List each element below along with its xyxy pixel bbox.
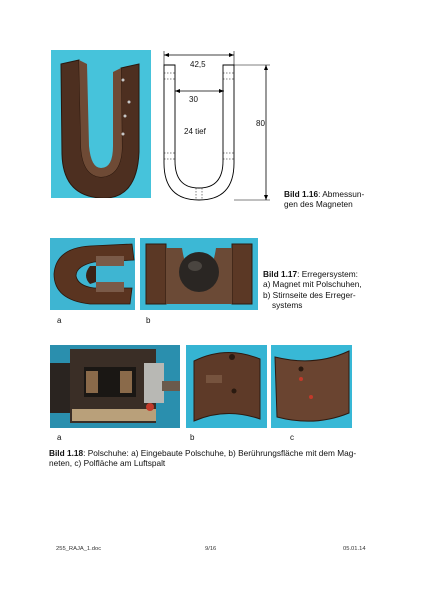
figure-1-17-label-a: a	[57, 316, 62, 325]
caption-line: : Polschuhe: a) Eingebaute Polschuhe, b) Berührungsfläche mit dem Mag-	[83, 448, 357, 458]
dim-inner-label: 30	[189, 95, 198, 104]
footer-date: 05.01.14	[343, 546, 366, 552]
caption-prefix: Bild 1.16	[284, 189, 319, 199]
dim-width-label: 42,5	[190, 60, 206, 69]
figure-1-17-label-b: b	[146, 316, 151, 325]
photo-contact-surface	[186, 345, 267, 428]
caption-line: : Abmessun-	[318, 189, 365, 199]
footer-filename: 255_RAJA_1.doc	[56, 546, 102, 552]
caption-line: a) Magnet mit Polschuhen,	[263, 279, 362, 290]
magnet-photo	[51, 50, 151, 198]
caption-line: gen des Magneten	[284, 199, 353, 210]
caption-line: neten, c) Polfläche am Luftspalt	[49, 458, 166, 469]
figure-1-16-caption	[284, 189, 414, 210]
dim-depth-label: 24 tief	[184, 127, 206, 136]
photo-magnet-with-pole-shoes	[50, 238, 135, 310]
photo-installed-pole-shoes	[50, 345, 180, 428]
footer-page-number: 9/16	[205, 546, 217, 552]
figure-1-18-label-c: c	[290, 433, 294, 442]
figure-1-18-caption	[49, 448, 379, 469]
u-magnet-illustration	[51, 50, 151, 198]
figure-1-18-label-a: a	[57, 433, 62, 442]
figure-1-17-caption	[263, 269, 413, 311]
dim-height-label: 80	[256, 119, 265, 128]
caption-prefix: Bild 1.17	[263, 269, 298, 279]
caption-line: systems	[272, 300, 303, 311]
photo-exciter-front-side	[140, 238, 258, 310]
photo-pole-face	[271, 345, 352, 428]
caption-line: : Erregersystem:	[297, 269, 358, 279]
caption-prefix: Bild 1.18	[49, 448, 84, 458]
figure-1-18-label-b: b	[190, 433, 195, 442]
caption-line: b) Stirnseite des Erreger-	[263, 289, 356, 300]
